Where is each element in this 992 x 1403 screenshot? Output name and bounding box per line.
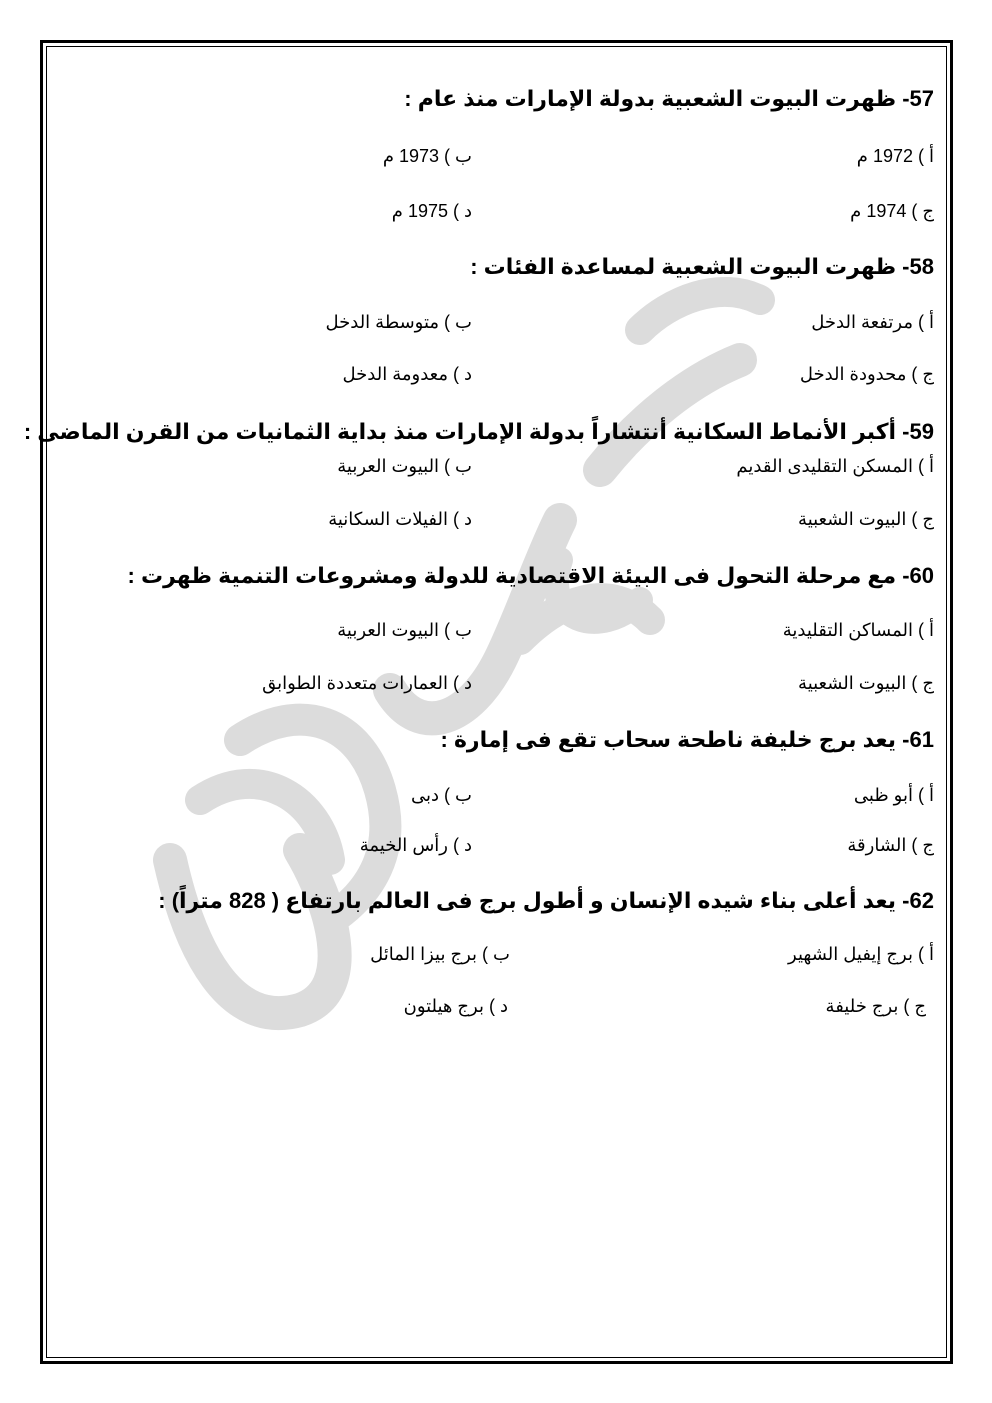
option-57-b: ب ) 1973 م	[382, 146, 472, 166]
question-59: 59- أكبر الأنماط السكانية أنتشاراً بدولة الإمارات منذ بداية الثمانيات من القرن الماضى :	[23, 419, 934, 444]
option-58-b: ب ) متوسطة الدخل	[325, 312, 472, 332]
question-62: 62- يعد أعلى بناء شيده الإنسان و أطول برج فى العالم بارتفاع ( 828 متراً) :	[158, 888, 934, 913]
option-62-c: ج ) برج خليفة	[825, 996, 926, 1016]
question-61: 61- يعد برج خليفة ناطحة سحاب تقع فى إمارة :	[440, 727, 934, 752]
option-61-a: أ ) أبو ظبى	[853, 785, 934, 805]
question-58: 58- ظهرت البيوت الشعبية لمساعدة الفئات :	[470, 254, 934, 279]
option-59-c: ج ) البيوت الشعبية	[798, 509, 934, 529]
option-58-d: د ) معدومة الدخل	[342, 364, 472, 384]
option-57-d: د ) 1975 م	[391, 201, 472, 221]
option-62-d: د ) برج هيلتون	[403, 996, 508, 1016]
page-border-inner	[46, 46, 947, 1358]
option-60-a: أ ) المساكن التقليدية	[782, 620, 934, 640]
question-57: 57- ظهرت البيوت الشعبية بدولة الإمارات منذ عام :	[404, 86, 934, 111]
option-61-b: ب ) دبى	[411, 785, 472, 805]
option-59-a: أ ) المسكن التقليدى القديم	[736, 456, 934, 476]
option-58-c: ج ) محدودة الدخل	[799, 364, 934, 384]
option-59-d: د ) الفيلات السكانية	[328, 509, 472, 529]
option-61-c: ج ) الشارقة	[847, 835, 934, 855]
option-61-d: د ) رأس الخيمة	[359, 835, 472, 855]
option-60-d: د ) العمارات متعددة الطوابق	[262, 673, 472, 693]
option-58-a: أ ) مرتفعة الدخل	[811, 312, 934, 332]
option-57-c: ج ) 1974 م	[850, 201, 934, 221]
option-62-b: ب ) برج بيزا المائل	[370, 944, 510, 964]
option-62-a: أ ) برج إيفيل الشهير	[788, 944, 934, 964]
option-57-a: أ ) 1972 م	[856, 146, 934, 166]
option-59-b: ب ) البيوت العربية	[337, 456, 472, 476]
option-60-c: ج ) البيوت الشعبية	[798, 673, 934, 693]
question-60: 60- مع مرحلة التحول فى البيئة الاقتصادية للدولة ومشروعات التنمية ظهرت :	[127, 563, 934, 588]
option-60-b: ب ) البيوت العربية	[337, 620, 472, 640]
